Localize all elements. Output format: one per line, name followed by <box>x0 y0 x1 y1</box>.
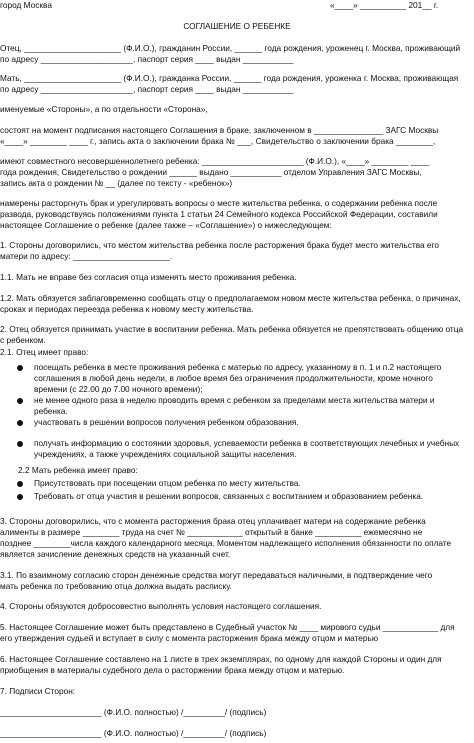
clause-3-line-4: является зачисление денежных средств на указанный счет. <box>0 549 231 559</box>
mother-line-1: Мать, _____________________ (Ф.И.О.), гражданка России, ______ года рождения, уроженка г. Москва, проживающая <box>0 73 459 83</box>
clause-3-line-2: алименты в размере ________ труда на счет № ____________ открытый в банке __________ ежемесячно не <box>0 527 423 537</box>
bullet-4-line-1: получать информацию о состоянии здоровья, успеваемости ребенка в соответствующих лечебных и учебных <box>34 438 460 448</box>
bullet-1-line-2: соглашения в любой день недели, в любое время без ограничения продолжительности, кроме ночного <box>34 373 433 383</box>
clause-2-1-heading: 2.1. Отец имеет право: <box>0 347 89 357</box>
signature-line-mother: ______________________ (Ф.И.О. полностью) /_________/ (подпись) <box>0 728 267 738</box>
document-title: СОГЛАШЕНИЕ О РЕБЕНКЕ <box>183 21 291 31</box>
bullet-6: Требовать от отца участия в решении вопросов, связанных с воспитанием и образованием ребенка. <box>34 491 424 501</box>
clause-5-line-2: его утверждения судьей и вступает в силу с момента расторжения брака между отцом и матерью <box>0 633 379 643</box>
clause-1-line-2: матери по адресу: _____________________. <box>0 251 173 261</box>
bullet-4-line-2: учреждениях, а также учреждениях социальной защиты населения. <box>34 449 297 459</box>
city-label: город Москва <box>0 0 52 10</box>
document-date: «____» __________ 201__ г. <box>330 0 439 10</box>
bullet-3: участвовать в решении вопросов получения ребенком образования. <box>34 417 299 427</box>
clause-4: 4. Стороны обязуются добросовестно выполнять условия настоящего соглашения. <box>0 601 322 611</box>
bullet-marker <box>17 481 23 487</box>
clause-3-line-1: 3. Стороны договорились, что с момента расторжения брака отец уплачивает матери на содержание ребенка <box>0 516 426 526</box>
clause-3-1-line-2: мать ребенка по требованию отца должна выдать расписку. <box>0 581 232 591</box>
clause-1-2-line-1: 1.2. Мать обязуется заблаговременно сообщать отцу о предполагаемом новом месте жительства ребенка, о причинах, <box>0 293 461 303</box>
bullet-marker <box>17 420 23 426</box>
marriage-line-1: состоят на момент подписания настоящего Соглашения в браке, заключенном в _______________ ЗАГС Москвы <box>0 125 439 135</box>
child-line-2: года рождения, Свидетельство о рождении ______ выдано ___________ отделом Управления ЗАГС Москвы, <box>0 167 422 177</box>
clause-1-1: 1.1. Мать не вправе без согласия отца изменять место проживания ребенка. <box>0 272 297 282</box>
bullet-marker <box>17 365 23 371</box>
bullet-marker <box>17 441 23 447</box>
father-line-2: по адресу ____________________, паспорт серия ____ выдан ___________ <box>0 54 294 64</box>
child-line-1: имеют совместного несовершеннолетнего ребенка: ______________________ (Ф.И.О.), «____» ________ ____ <box>0 156 430 166</box>
father-line-1: Отец, _____________________ (Ф.И.О.), гражданин России, ______ года рождения, уроженец г. Москва, проживающий <box>0 43 461 53</box>
clause-6-line-2: приобщения в материалы судебного дела о расторжении брака между отцом и матерью. <box>0 665 345 675</box>
intro-line-1: намерены расторгнуть брак и урегулировать вопросы о месте жительства ребенка, о содержании ребенка после <box>0 198 438 208</box>
bullet-1-line-1: посещать ребенка в месте проживания ребенка с матерью по адресу, указанному в п. 1 и п.2 настоящего <box>34 362 442 372</box>
clause-5-line-1: 5. Настоящее Соглашение может быть представлено в Судебный участок № ____ мирового судьи ____________ для <box>0 622 455 632</box>
bullet-1-line-3: времени (с 22.00 до 7.00 ночного времени); <box>34 384 203 394</box>
child-line-3: запись акта о рождении № __ (далее по тексту - «ребенок») <box>0 178 233 188</box>
clause-2-line-1: 2. Отец обязуется принимать участие в воспитании ребенка. Мать ребенка обязуется не препятствовать общению отца <box>0 324 464 334</box>
bullet-2-line-1: не менее одного раза в неделю проводить время с ребенком за пределами места жительства матери и <box>34 395 435 405</box>
bullet-5: Присутствовать при посещении отцом ребенка по месту жительства. <box>34 478 301 488</box>
signature-line-father: ______________________ (Ф.И.О. полностью) /_________/ (подпись) <box>0 707 267 717</box>
clause-2-line-2: с ребенком. <box>0 335 46 345</box>
marriage-line-2: «____» ________ ____ г., запись акта о заключении брака № ___, Свидетельство о заключении брака ________, <box>0 136 436 146</box>
parties-line: именуемые «Стороны», а по отдельности «Сторона», <box>0 104 208 114</box>
clause-3-1-line-1: 3.1. По взаимному согласию сторон денежные средства могут передаваться наличными, в подтверждение чего <box>0 570 433 580</box>
bullet-marker <box>17 398 23 404</box>
bullet-marker <box>17 494 23 500</box>
clause-7-signatures: 7. Подписи Сторон: <box>0 686 76 696</box>
clause-3-line-3: позднее ________числа каждого календарного месяца. Моментом надлежащего исполнения обязанности по оплате <box>0 538 452 548</box>
intro-line-3: настоящее Соглашение о ребенке (далее также – «Соглашение») о нижеследующем: <box>0 220 332 230</box>
mother-line-2: по адресу ____________________, паспорт серия ____ выдан ___________ <box>0 84 294 94</box>
clause-1-line-1: 1. Стороны договорились, что местом жительства ребенка после расторжения брака будет место жительства его <box>0 240 440 250</box>
bullet-2-line-2: ребенка. <box>34 406 68 416</box>
clause-2-2-heading: 2.2 Мать ребенка имеет право: <box>18 465 138 475</box>
intro-line-2: развода, руководствуясь положениями пункта 1 статьи 24 Семейного кодекса Российской Федерации, составили <box>0 209 438 219</box>
clause-6-line-1: 6. Настоящее Соглашение составлено на 1 листе в трех экземплярах, по одному для каждой Стороны и один для <box>0 654 442 664</box>
clause-1-2-line-2: сроках и периодах переезда ребенка к новому месту жительства. <box>0 304 254 314</box>
